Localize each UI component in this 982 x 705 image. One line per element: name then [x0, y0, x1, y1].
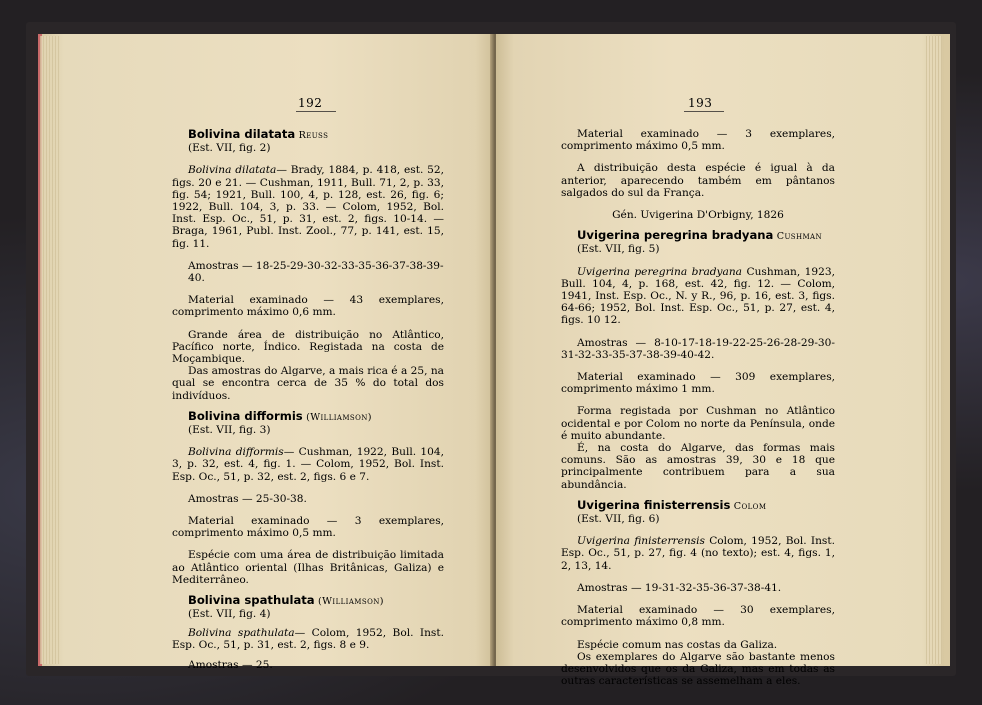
material-line: Material examinado — 30 exemplares, comprimento máximo 0,8 mm. [561, 604, 835, 629]
references-paragraph: Uvigerina finisterrensis Colom, 1952, Bol. Inst. Esp. Oc., 51, p. 27, fig. 4 (no texto); est. 4, figs. 1, 2, 13, 14. [561, 535, 835, 572]
right-page-number-rule [684, 111, 724, 112]
species-author: (Williamson) [318, 596, 384, 608]
genus-line: Gén. Uvigerina D'Orbigny, 1826 [612, 209, 784, 222]
plate-reference: (Est. VII, fig. 2) [188, 142, 271, 155]
species-heading: Uvigerina finisterrensis [577, 497, 731, 512]
references-paragraph: Uvigerina peregrina bradyana Cushman, 1923, Bull. 104, 4, p. 168, est. 42, fig. 12. — Colom, 1941, Inst. Esp. Oc., N. y R., 96, p. 16, est. 3, figs. 64-66; 1952, Bol. Inst. Esp. Oc., 51, p. 27, est. 4, figs. 10 12. [561, 265, 835, 327]
references-paragraph: Bolivina dilatata— Brady, 1884, p. 418, est. 52, figs. 20 e 21. — Cushman, 1911, Bull. 71, 2, p. 33, fig. 54; 1921, Bull. 100, 4, p. 128, est. 26, fig. 6; 1922, Bull. 104, 3, p. 33. — Colom, 1952, Bol. Inst. Esp. Oc., 51, p. 31, est. 2, figs. 10-14. — Braga, 1961, Publ. Inst. Zool., 77, p. 141, est. 15, fig. 11. [172, 164, 445, 250]
plate-reference: (Est. VII, fig. 4) [188, 608, 271, 621]
samples-line: Amostras — 25. [188, 658, 273, 671]
species-heading: Bolivina spathulata [188, 593, 315, 608]
material-line: Material examinado — 43 exemplares, comprimento máximo 0,6 mm. [172, 294, 444, 319]
species-author: Cushman [776, 231, 823, 243]
note-paragraph: Das amostras do Algarve, a mais rica é a 25, na qual se encontra cerca de 35 % do total dos indivíduos. [172, 365, 444, 402]
note-paragraph: Espécie comum nas costas da Galiza. [577, 638, 778, 651]
plate-reference: (Est. VII, fig. 5) [577, 243, 660, 256]
species-author: Reuss [298, 130, 329, 141]
material-line: Material examinado — 309 exemplares, comprimento máximo 1 mm. [561, 371, 835, 396]
species-author: (Williamson) [306, 411, 372, 423]
samples-line: Amostras — 18-25-29-30-32-33-35-36-37-38-39-40. [188, 259, 444, 285]
references-paragraph: Bolivina spathulata— Colom, 1952, Bol. Inst. Esp. Oc., 51, p. 31, est. 2, figs. 8 e 9. [172, 626, 444, 651]
right-page-number: 193 [688, 96, 713, 110]
note-paragraph: Espécie com uma área de distribuição limitada ao Atlântico oriental (Ilhas Britânicas, Galiza) e Mediterrâneo. [172, 549, 444, 586]
species-heading: Uvigerina peregrina bradyana [577, 228, 774, 243]
material-line: Material examinado — 3 exemplares, comprimento máximo 0,5 mm. [561, 128, 835, 153]
plate-reference: (Est. VII, fig. 3) [188, 424, 271, 437]
left-page-edges [40, 36, 60, 664]
species-author: Colom [733, 500, 767, 512]
note-paragraph: Grande área de distribuição no Atlântico, Pacífico norte, Índico. Registada na costa de Moçambique. [172, 328, 444, 366]
references-paragraph: Bolivina difformis— Cushman, 1922, Bull. 104, 3, p. 32, est. 4, fig. 1. — Colom, 1952, Bol. Inst. Esp. Oc., 51, p. 32, est. 2, figs. 6 e 7. [172, 446, 444, 483]
note-paragraph: A distribuição desta espécie é igual à da anterior, aparecendo também em pântanos salgados do sul da França. [561, 162, 835, 199]
samples-line: Amostras — 19-31-32-35-36-37-38-41. [577, 581, 782, 594]
note-paragraph: Forma registada por Cushman no Atlântico ocidental e por Colom no norte da Península, onde é muito abundante. [561, 405, 835, 442]
right-page-text [561, 128, 835, 687]
right-page-edges [926, 36, 942, 664]
left-page-text [172, 124, 444, 671]
samples-line: Amostras — 25-30-38. [188, 492, 307, 505]
material-line: Material examinado — 3 exemplares, comprimento máximo 0,5 mm. [172, 515, 444, 540]
left-page-number-rule [296, 111, 336, 112]
left-page-number: 192 [298, 96, 323, 110]
species-heading: Bolivina dilatata [188, 127, 296, 141]
species-heading: Bolivina difformis [188, 408, 303, 423]
plate-reference: (Est. VII, fig. 6) [577, 513, 660, 526]
samples-line: Amostras — 8-10-17-18-19-22-25-26-28-29-30-31-32-33-35-37-38-39-40-42. [561, 336, 835, 361]
note-paragraph: Os exemplares do Algarve são bastante menos desenvolvidos que os da Galiza, mas em todas as outras características se assemelham a eles. [561, 650, 835, 688]
note-paragraph: É, na costa do Algarve, das formas mais comuns. São as amostras 39, 30 e 18 que principalmente contribuem para a sua abundância. [561, 442, 835, 491]
